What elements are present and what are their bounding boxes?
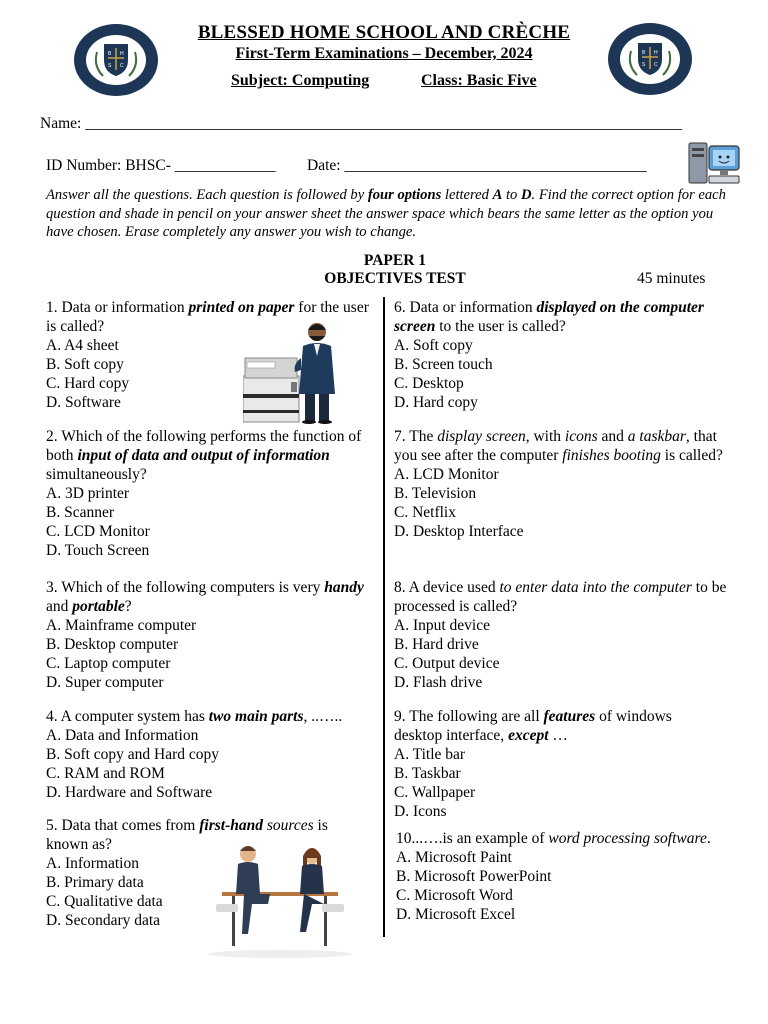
option-b: B. Taskbar: [394, 765, 461, 782]
question-stem: 10...….is an example of word processing software.: [396, 830, 711, 847]
svg-text:H: H: [654, 50, 658, 56]
option-b: B. Scanner: [46, 504, 115, 521]
option-c: C. Laptop computer: [46, 655, 171, 672]
question-number: 10.: [396, 830, 416, 847]
option-c: C. LCD Monitor: [46, 523, 150, 540]
svg-text:H: H: [120, 51, 124, 57]
question-7: [394, 427, 740, 541]
question-stem: 8. A device used to enter data into the computer to be processed is called?: [394, 579, 727, 615]
option-a: A. Title bar: [394, 746, 466, 763]
printer-man-illustration: [243, 318, 347, 424]
option-c: C. Wallpaper: [394, 784, 476, 801]
svg-text:S: S: [642, 62, 646, 68]
question-stem: 2. Which of the following performs the function of both input of data and output of information simultaneously?: [46, 428, 362, 483]
question-number: 4.: [46, 708, 58, 725]
question-8: [394, 578, 734, 692]
subject-label: Subject: Computing: [231, 72, 370, 89]
option-d: D. Icons: [394, 803, 447, 820]
option-c: C. Netflix: [394, 504, 456, 521]
svg-text:S: S: [108, 63, 112, 69]
option-d: D. Super computer: [46, 674, 164, 691]
option-d: D. Touch Screen: [46, 542, 150, 559]
option-a: A. Mainframe computer: [46, 617, 197, 634]
question-3: [46, 578, 380, 692]
meeting-illustration: [202, 842, 358, 958]
option-b: B. Microsoft PowerPoint: [396, 868, 552, 885]
option-c: C. Hard copy: [46, 375, 130, 392]
question-stem: 5. Data that comes from first-hand sources is known as?: [46, 817, 328, 853]
option-b: B. Soft copy: [46, 356, 124, 373]
option-b: B. Primary data: [46, 874, 144, 891]
option-a: A. Soft copy: [394, 337, 473, 354]
svg-text:C: C: [120, 63, 124, 69]
svg-text:B: B: [642, 50, 646, 56]
option-d: D. Hard copy: [394, 394, 478, 411]
column-divider: [383, 297, 385, 937]
option-c: C. RAM and ROM: [46, 765, 165, 782]
school-name: BLESSED HOME SCHOOL AND CRÈCHE: [197, 22, 571, 43]
option-d: D. Secondary data: [46, 912, 161, 929]
option-a: A. A4 sheet: [46, 337, 119, 354]
question-stem: 7. The display screen, with icons and a taskbar, that you see after the computer finishes booting is called?: [394, 428, 723, 464]
svg-text:C: C: [654, 62, 658, 68]
date-field[interactable]: Date: _______________________________________: [307, 157, 647, 174]
question-number: 5.: [46, 817, 58, 834]
option-c: C. Qualitative data: [46, 893, 163, 910]
time-allowed: 45 minutes: [637, 270, 706, 287]
question-stem: 6. Data or information displayed on the computer screen to the user is called?: [394, 299, 704, 335]
option-d: D. Desktop Interface: [394, 523, 524, 540]
option-d: D. Microsoft Excel: [396, 906, 516, 923]
instructions: Answer all the questions. Each question is followed by four options lettered A to D. Find the correct option for each question and shade in pencil on your answer sheet the answer space which bears the same letter as the option you have chosen. Erase completely any answer you wish to change.: [46, 187, 726, 240]
question-stem: 1. Data or information printed on paper for the user is called?: [46, 299, 369, 335]
option-d: D. Software: [46, 394, 121, 411]
paper-subtitle: OBJECTIVES TEST: [324, 270, 466, 287]
question-2: [46, 427, 380, 560]
class-label: Class: Basic Five: [421, 72, 537, 89]
option-a: A. Microsoft Paint: [396, 849, 512, 866]
option-a: A. 3D printer: [46, 485, 130, 502]
option-d: D. Flash drive: [394, 674, 483, 691]
exam-title: First-Term Examinations – December, 2024: [235, 45, 533, 62]
question-number: 6.: [394, 299, 406, 316]
option-b: B. Television: [394, 485, 477, 502]
option-a: A. Information: [46, 855, 139, 872]
option-c: C. Microsoft Word: [396, 887, 513, 904]
option-b: B. Soft copy and Hard copy: [46, 746, 220, 763]
option-b: B. Desktop computer: [46, 636, 179, 653]
computer-icon: [687, 140, 743, 188]
question-10: [396, 829, 736, 924]
name-field[interactable]: Name: _____________________________________________________________________________: [40, 115, 682, 132]
paper-title: PAPER 1: [363, 252, 427, 269]
option-c: C. Output device: [394, 655, 500, 672]
option-a: A. LCD Monitor: [394, 466, 499, 483]
id-number-field[interactable]: ID Number: BHSC- _____________: [46, 157, 276, 174]
question-number: 9.: [394, 708, 406, 725]
option-b: B. Screen touch: [394, 356, 493, 373]
question-stem: 9. The following are all features of windows desktop interface, except …: [394, 708, 672, 744]
question-9: [394, 707, 694, 821]
option-c: C. Desktop: [394, 375, 464, 392]
question-number: 3.: [46, 579, 58, 596]
question-number: 8.: [394, 579, 406, 596]
question-stem: 3. Which of the following computers is very handy and portable?: [46, 579, 364, 615]
option-d: D. Hardware and Software: [46, 784, 213, 801]
question-number: 2.: [46, 428, 58, 445]
question-6: [394, 298, 726, 412]
question-4: [46, 707, 380, 802]
question-number: 7.: [394, 428, 406, 445]
svg-text:B: B: [108, 51, 112, 57]
question-stem: 4. A computer system has two main parts, ..…..: [46, 708, 343, 725]
option-b: B. Hard drive: [394, 636, 479, 653]
option-a: A. Input device: [394, 617, 490, 634]
option-a: A. Data and Information: [46, 727, 199, 744]
question-number: 1.: [46, 299, 58, 316]
